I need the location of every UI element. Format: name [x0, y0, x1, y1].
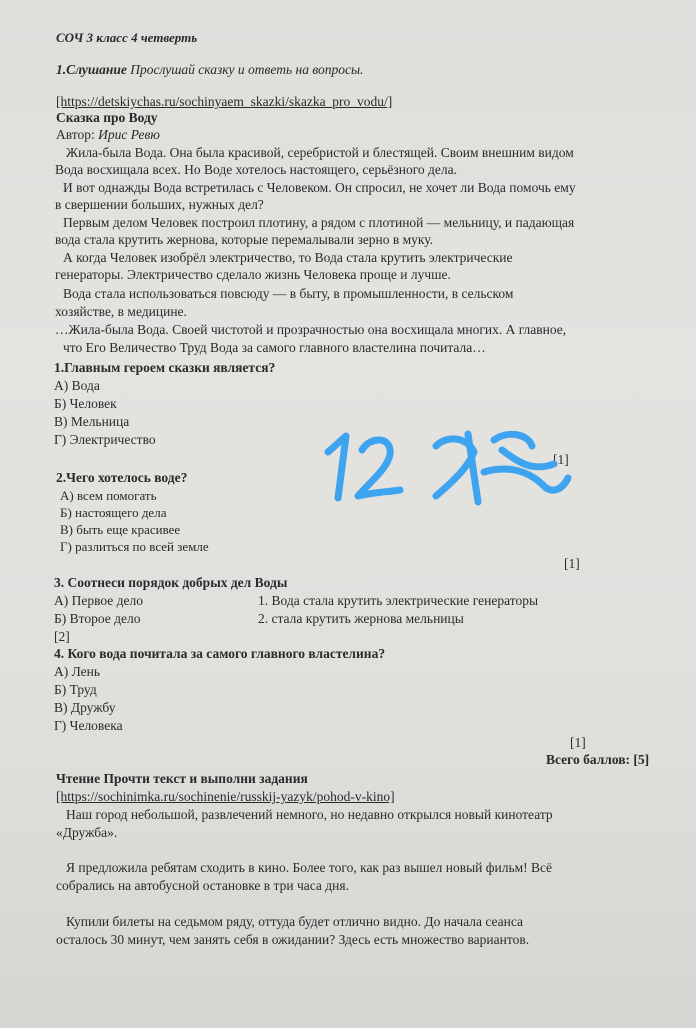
section-listening-heading [56, 62, 364, 78]
story-line: Первым делом Человек построил плотину, а рядом с плотиной — мельницу, и падающая [63, 215, 575, 230]
story-line: что Его Величество Труд Вода за самого главного властелина почитала… [63, 340, 486, 355]
question-1: 1.Главным героем сказки является? [54, 360, 276, 375]
q1-option: А) Вода [54, 378, 100, 393]
story-line: Вода стала использоваться повсюду — в быту, в промышленности, в сельском [63, 286, 514, 301]
story-author [56, 127, 160, 143]
reading-line: собрались на автобусной остановке в три часа дня. [56, 878, 349, 893]
q3-left-item: Б) Второе дело [54, 611, 141, 626]
story-line: генераторы. Электричество сделало жизнь Человека проще и лучше. [55, 267, 451, 282]
q1-option: Г) Электричество [54, 432, 156, 447]
q3-left-item: А) Первое дело [54, 593, 144, 608]
q2-score: [1] [564, 556, 580, 571]
q2-option: Г) разлиться по всей земле [60, 539, 209, 554]
story-line: вода стала крутить жернова, которые перемалывали зерно в муку. [55, 232, 434, 247]
q1-option: В) Мельница [54, 414, 130, 429]
q4-score: [1] [570, 735, 586, 750]
worksheet-title: СОЧ 3 класс 4 четверть [56, 30, 198, 45]
q1-score: [1] [553, 452, 569, 467]
reading-line: Наш город небольшой, развлечений немного, но недавно открылся новый кинотеатр [66, 807, 553, 822]
reading-line: «Дружба». [56, 825, 118, 840]
story-title: Сказка про Воду [56, 110, 158, 125]
section-listening-instruction: Прослушай сказку и ответь на вопросы. [130, 62, 364, 77]
q2-option: А) всем помогать [60, 488, 157, 503]
q1-option: Б) Человек [54, 396, 117, 411]
q3-right-item: 2. стала крутить жернова мельницы [258, 611, 464, 626]
q4-option: Б) Труд [54, 682, 97, 697]
handwritten-grade-drawing [318, 412, 578, 512]
story-line: И вот однажды Вода встретилась с Человеком. Он спросил, не хочет ли Вода помочь ему [63, 180, 576, 195]
story-line: хозяйстве, в медицине. [55, 304, 187, 319]
story-line: …Жила-была Вода. Своей чистотой и прозрачностью она восхищала многих. А главное, [55, 322, 567, 337]
story-author-name: Ирис Ревю [98, 127, 160, 142]
q4-option: А) Лень [54, 664, 101, 679]
reading-heading: Чтение Прочти текст и выполни задания [56, 771, 308, 786]
story-author-label: Автор: [56, 127, 95, 142]
q4-option: В) Дружбу [54, 700, 116, 715]
reading-line: Я предложила ребятам сходить в кино. Более того, как раз вышел новый фильм! Всё [66, 860, 553, 875]
question-2: 2.Чего хотелось воде? [56, 470, 188, 485]
question-3: 3. Соотнеси порядок добрых дел Воды [54, 575, 288, 590]
total-score: Всего баллов: [5] [546, 752, 650, 767]
story-line: в свершении больших, нужных дел? [55, 197, 264, 212]
q2-option: Б) настоящего дела [60, 505, 167, 520]
reading-line: осталось 30 минут, чем занять себя в ожидании? Здесь есть множество вариантов. [56, 932, 530, 947]
question-4: 4. Кого вода почитала за самого главного властелина? [54, 646, 386, 661]
story-line: Вода восхищала всех. Но Воде хотелось настоящего, серьёзного дела. [55, 162, 458, 177]
story-line: А когда Человек изобрёл электричество, то Вода стала крутить электрические [63, 250, 513, 265]
reading-line: Купили билеты на седьмом ряду, оттуда будет отлично видно. До начала сеанса [66, 914, 524, 929]
reading-source-link[interactable]: [https://sochinimka.ru/sochinenie/russkij-yazyk/pohod-v-kino] [56, 789, 395, 804]
story-source-link[interactable]: [https://detskiychas.ru/sochinyaem_skazki/skazka_pro_vodu/] [56, 94, 393, 109]
q4-option: Г) Человека [54, 718, 123, 733]
story-line: Жила-была Вода. Она была красивой, серебристой и блестящей. Своим внешним видом [66, 145, 574, 160]
q3-score: [2] [54, 629, 70, 644]
section-listening-label: 1.Слушание [56, 62, 127, 77]
q3-right-item: 1. Вода стала крутить электрические генераторы [258, 593, 539, 608]
q2-option: В) быть еще красивее [60, 522, 181, 537]
